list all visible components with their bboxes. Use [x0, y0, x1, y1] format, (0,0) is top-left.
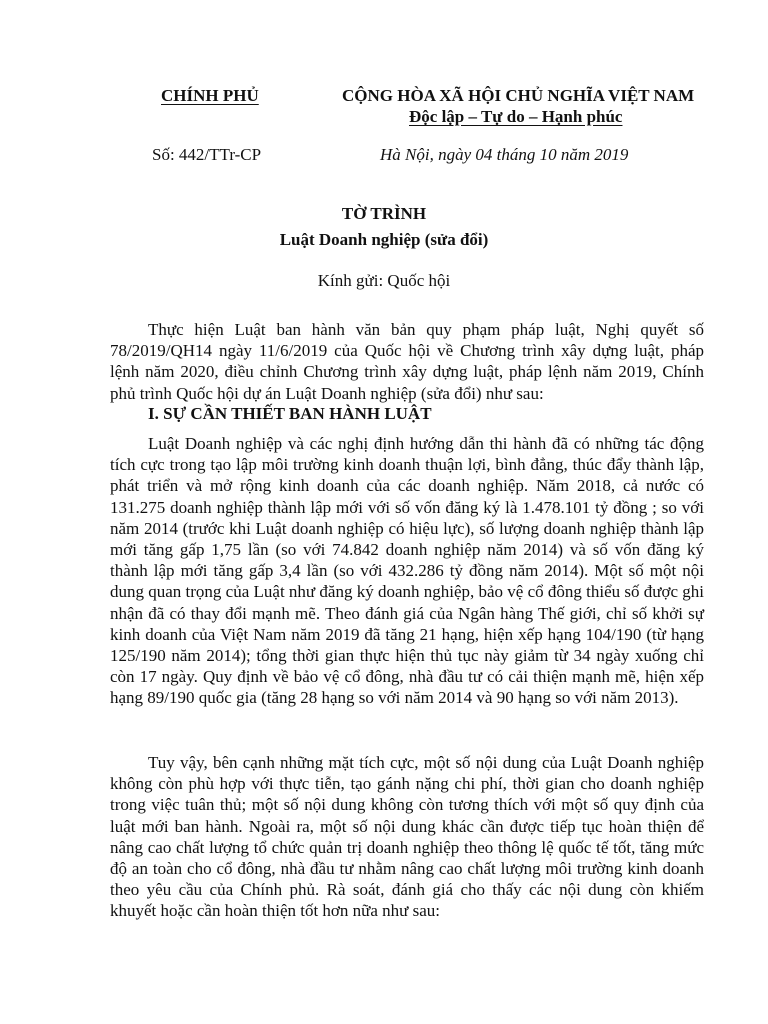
national-motto: Độc lập – Tự do – Hạnh phúc — [409, 107, 623, 126]
section-heading: I. SỰ CẦN THIẾT BAN HÀNH LUẬT — [148, 404, 432, 423]
issuing-agency: CHÍNH PHỦ — [161, 86, 259, 105]
recipient-line: Kính gửi: Quốc hội — [317, 271, 451, 290]
intro-paragraph: Thực hiện Luật ban hành văn bản quy phạm pháp luật, Nghị quyết số 78/2019/QH14 ngày 11/6/2019 của Quốc hội về Chương trình xây dựng luật, pháp lệnh năm 2020, điều chỉnh Chương trình xây dựng luật, pháp lệnh năm 2019, Chính phủ trình Quốc hội dự án Luật Doanh nghiệp (sửa đổi) như sau: — [110, 320, 704, 403]
document-type: TỜ TRÌNH — [341, 204, 427, 223]
document-subject: Luật Doanh nghiệp (sửa đổi) — [279, 230, 489, 249]
body-paragraph: Luật Doanh nghiệp và các nghị định hướng dẫn thi hành đã có những tác động tích cực trong tạo lập môi trường kinh doanh thuận lợi, bình đẳng, thúc đẩy thành lập, phát triển và mở rộng kinh doanh của các doanh nghiệp. Năm 2018, cả nước có 131.275 doanh nghiệp thành lập mới với số vốn đăng ký là 1.478.101 tỷ đồng ; so với năm 2014 (trước khi Luật doanh nghiệp có hiệu lực), số lượng doanh nghiệp thành lập mới tăng gấp 1,75 lần (so với 74.842 doanh nghiệp năm 2014) và số vốn đăng ký thành lập mới tăng gấp 3,4 lần (so với 432.286 tỷ đồng năm 2014). Một số một nội dung quan trọng của Luật như đăng ký doanh nghiệp, bảo vệ cổ đông thiểu số được ghi nhận đã có thay đổi mạnh mẽ. Theo đánh giá của Ngân hàng Thế giới, chỉ số khởi sự kinh doanh của Việt Nam năm 2019 đã tăng 21 hạng, hiện xếp hạng 104/190 (từ hạng 125/190 năm 2014); tổng thời gian thực hiện thủ tục này giảm từ 34 ngày xuống chỉ còn 17 ngày. Quy định về bảo vệ cổ đông, nhà đầu tư có cải thiện mạnh mẽ, hiện xếp hạng 89/190 quốc gia (tăng 28 hạng so với năm 2014 và 90 hạng so với năm 2013). — [110, 434, 704, 708]
body-paragraph: Tuy vậy, bên cạnh những mặt tích cực, một số nội dung của Luật Doanh nghiệp không còn phù hợp với thực tiễn, tạo gánh nặng chi phí, thời gian cho doanh nghiệp trong việc tuân thủ; một số nội dung không còn tương thích với một số quy định của luật mới ban hành. Ngoài ra, một số nội dung khác cần được tiếp tục hoàn thiện để nâng cao chất lượng tổ chức quản trị doanh nghiệp theo thông lệ quốc tế tốt, tăng mức độ an toàn cho cổ đông, nhà đầu tư nhằm nâng cao chất lượng môi trường kinh doanh theo yêu cầu của Chính phủ. Rà soát, đánh giá cho thấy các nội dung còn khiếm khuyết hoặc cần hoàn thiện tốt hơn nữa như sau: — [110, 753, 704, 921]
document-number: Số: 442/TTr-CP — [152, 145, 262, 164]
national-title: CỘNG HÒA XÃ HỘI CHỦ NGHĨA VIỆT NAM — [342, 86, 695, 105]
place-and-date: Hà Nội, ngày 04 tháng 10 năm 2019 — [380, 145, 629, 164]
